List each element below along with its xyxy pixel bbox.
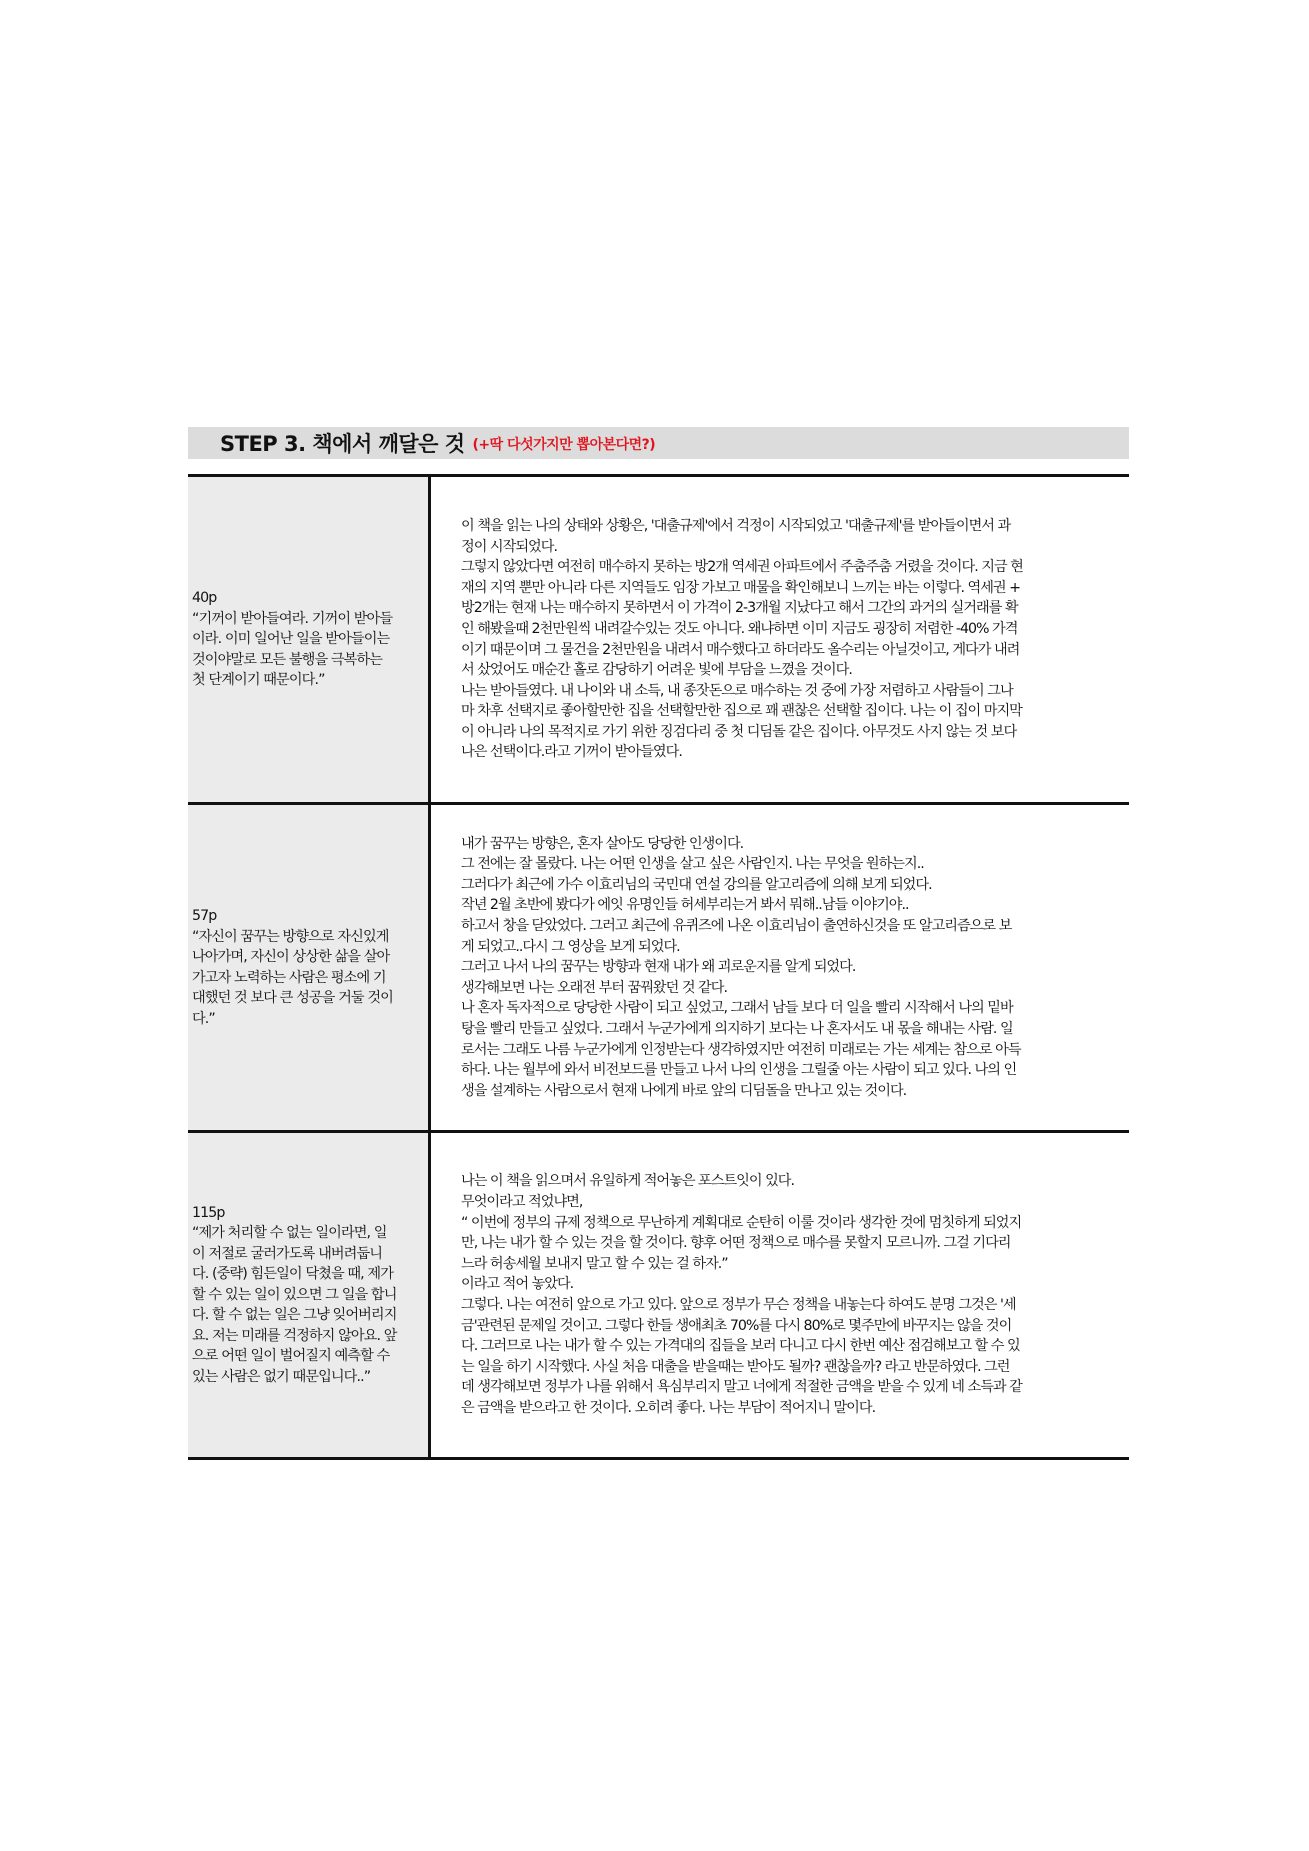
step-subtitle: (+딱 다섯가지만 뽑아본다면?) [472, 437, 656, 453]
reflection-paragraph: 이라고 적어 놓았다. [461, 1276, 574, 1293]
reflection-paragraph: “ 이번에 정부의 규제 정책으로 무난하게 계획대로 순탄히 이룰 것이라 생각한 것에 멈칫하게 되었지 만, 나는 내가 할 수 있는 것을 할 것이다. 향후 어떤 정책으로 매수를 못할지 모르니까. 그걸 기다리 느라 허송세월 보내지 말고 할 수 있는 걸 하자.” [461, 1214, 1022, 1272]
quote-cell [188, 477, 431, 802]
book-quote: “기꺼이 받아들여라. 기꺼이 받아들 이라. 이미 일어난 일을 받아들이는 것이야말로 모든 불행을 극복하는 첫 단계이기 때문이다.” [192, 610, 393, 689]
insight-table [188, 474, 1129, 1460]
reflection-paragraph: 작년 2월 초반에 봤다가 에잇 유명인들 허세부리는거 봐서 뭐해..남들 이야기야.. [461, 897, 909, 914]
book-quote: “자신이 꿈꾸는 방향으로 자신있게 나아가며, 자신이 상상한 삶을 살아 가고자 노력하는 사람은 평소에 기 대했던 것 보다 큰 성공을 거둘 것이 다.” [192, 928, 393, 1027]
table-row [188, 1133, 1129, 1460]
reflection-paragraph: 무엇이라고 적었냐면, [461, 1194, 583, 1211]
reflection-paragraph: 이 책을 읽는 나의 상태와 상황은, '대출규제'에서 걱정이 시작되었고 '대출규제'를 받아들이면서 과 정이 시작되었다. [461, 517, 1011, 555]
quote-cell [188, 1133, 431, 1457]
reflection-paragraph: 그러고 나서 나의 꿈꾸는 방향과 현재 내가 왜 괴로운지를 알게 되었다. [461, 959, 856, 976]
reflection-cell [431, 1133, 1129, 1457]
book-quote: “제가 처리할 수 없는 일이라면, 일 이 저절로 굴러가도록 내버려둡니 다. (중략) 힘든일이 닥쳤을 때, 제가 할 수 있는 일이 있으면 그 일을 합니 다. 할 수 없는 일은 그냥 잊어버리지 요. 저는 미래를 걱정하지 않아요. 앞 으로 어떤 일이 벌어질지 예측할 수 있는 사람은 없기 때문입니다..” [192, 1225, 397, 1385]
reflection-paragraph: 그렇지 않았다면 여전히 매수하지 못하는 방2개 역세권 아파트에서 주춤주춤 거렸을 것이다. 지금 현 재의 지역 뿐만 아니라 다른 지역들도 임장 가보고 매물을 확인해보니 느끼는 바는 이렇다. 역세권 + 방2개는 현재 나는 매수하지 못하면서 이 가격이 2-3개월 지났다고 해서 그간의 과거의 실거래를 확 인 해봤을때 2천만원씩 내려갈수있는 것도 아니다. 왜냐하면 이미 지금도 굉장히 저렴한 -40% 가격 이기 때문이며 그 물건을 2천만원을 내려서 매수했다고 하더라도 올수리는 아닐것이고, 게다가 내려 서 샀었어도 매순간 홀로 감당하기 어려운 빛에 부담을 느꼈을 것이다. [461, 559, 1023, 679]
reflection-paragraph: 나는 이 책을 읽으며서 유일하게 적어놓은 포스트잇이 있다. [461, 1173, 795, 1190]
table-row [188, 805, 1129, 1133]
step-header-bar [188, 427, 1129, 459]
step-title: STEP 3. 책에서 깨달은 것 [220, 432, 465, 456]
reflection-cell [431, 477, 1129, 802]
reflection-paragraph: 생각해보면 나는 오래전 부터 꿈꿔왔던 것 같다. [461, 979, 727, 996]
reflection-paragraph: 내가 꿈꾸는 방향은, 혼자 살아도 당당한 인생이다. [461, 835, 744, 852]
reflection-paragraph: 그렇다. 나는 여전히 앞으로 가고 있다. 앞으로 정부가 무슨 정책을 내놓는다 하여도 분명 그것은 '세 금'관련된 문제일 것이고. 그렇다 한들 생애최초 70%를 다시 80%로 몇주만에 바꾸지는 않을 것이 다. 그러므로 나는 내가 할 수 있는 가격대의 집들을 보러 다니고 다시 한번 예산 점검해보고 할 수 있 는 일을 하기 시작했다. 사실 처음 대출을 받을때는 받아도 될까? 괜찮을까? 라고 반문하였다. 그런 데 생각해보면 정부가 나를 위해서 욕심부리지 말고 너에게 적절한 금액을 받을 수 있게 네 소득과 같 은 금액을 받으라고 한 것이다. 오히려 좋다. 나는 부담이 적어지니 말이다. [461, 1297, 1022, 1416]
reflection-paragraph: 나는 받아들였다. 내 나이와 내 소득, 내 종잣돈으로 매수하는 것 중에 가장 저렴하고 사람들이 그나 마 차후 선택지로 좋아할만한 집을 선택할만한 집으로 꽤 괜찮은 선택할 집이다. 나는 이 집이 마지막 이 아니라 나의 목적지로 가기 위한 징검다리 중 첫 디딤돌 같은 집이다. 아무것도 사지 않는 것 보다 나은 선택이다.라고 기꺼이 받아들였다. [461, 682, 1022, 761]
reflection-paragraph: 나 혼자 독자적으로 당당한 사람이 되고 싶었고, 그래서 남들 보다 더 일을 빨리 시작해서 나의 밑바 탕을 빨리 만들고 싶었다. 그래서 누군가에게 의지하기 보다는 나 혼자서도 내 몫을 해내는 사람. 일 로서는 그래도 나름 누군가에게 인정받는다 생각하였지만 여전히 미래로는 가는 세계는 참으로 아득 하다. 나는 월부에 와서 비전보드를 만들고 나서 나의 인생을 그릴줄 아는 사람이 되고 있다. 나의 인 생을 설계하는 사람으로서 현재 나에게 바로 앞의 디딤돌을 만나고 있는 것이다. [461, 1000, 1021, 1099]
page-reference: 40p [192, 590, 217, 607]
reflection-paragraph: 하고서 창을 닫았었다. 그러고 최근에 유퀴즈에 나온 이효리님이 출연하신것을 또 알고리즘으로 보 게 되었고..다시 그 영상을 보게 되었다. [461, 918, 1012, 955]
page-reference: 115p [192, 1204, 225, 1221]
quote-cell [188, 805, 431, 1130]
reflection-paragraph: 그 전에는 잘 몰랐다. 나는 어떤 인생을 살고 싶은 사람인지. 나는 무엇을 원하는지.. [461, 856, 924, 873]
table-row [188, 477, 1129, 805]
reflection-cell [431, 805, 1129, 1130]
page-reference: 57p [192, 908, 217, 924]
reflection-paragraph: 그러다가 최근에 가수 이효리님의 국민대 연설 강의를 알고리즘에 의해 보게 되었다. [461, 876, 932, 893]
